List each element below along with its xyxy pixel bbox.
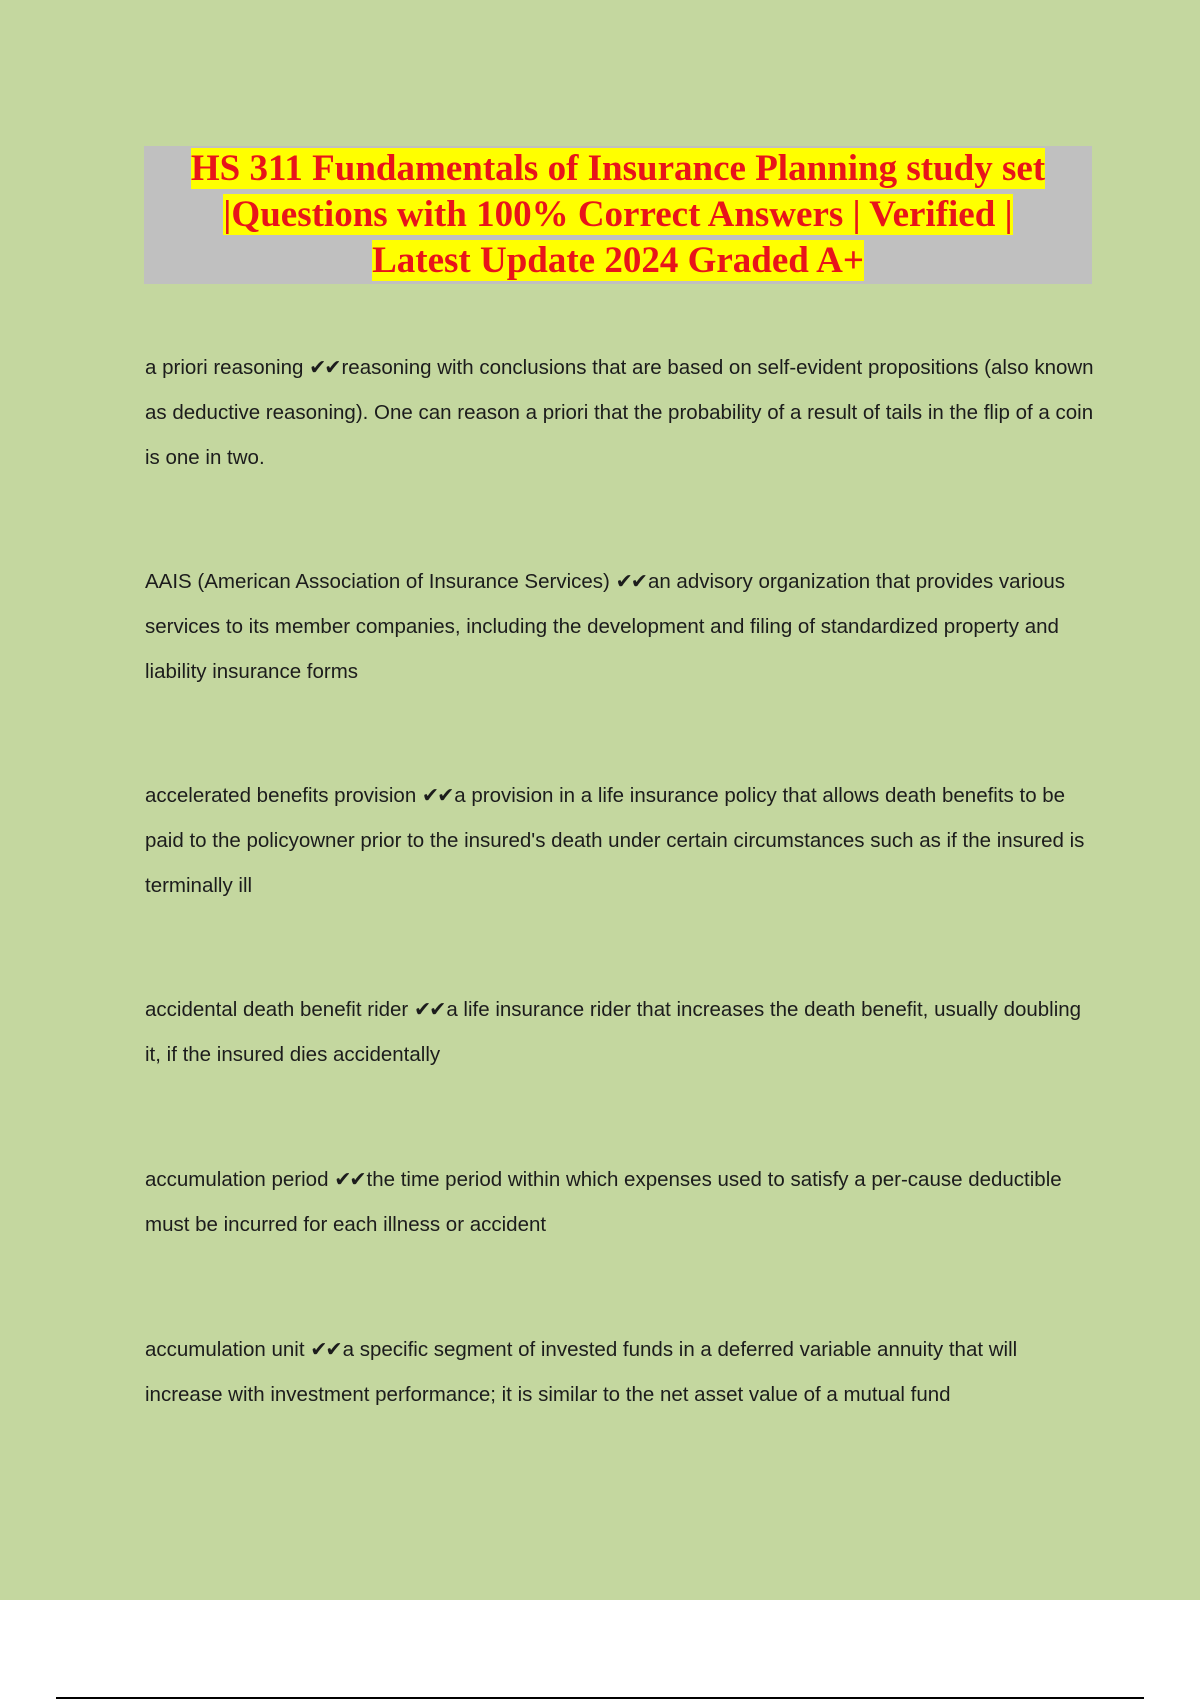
entry-definition: a life insurance rider that increases the death benefit, usually doubling it, if the insured dies accidentally [145, 998, 1082, 1066]
glossary-entry [145, 1327, 1095, 1417]
entry-definition: a provision in a life insurance policy that allows death benefits to be paid to the policyowner prior to the insured's death under certain circumstances such as if the insured is terminally ill [145, 784, 1085, 897]
title-line-3: Latest Update 2024 Graded A+ [372, 240, 864, 281]
entry-term: accelerated benefits provision [145, 784, 417, 807]
check-icon: ✔✔ [334, 1167, 365, 1191]
entry-definition: the time period within which expenses used to satisfy a per-cause deductible must be incurred for each illness or accident [145, 1168, 1062, 1236]
footer-divider [56, 1697, 1144, 1699]
entry-term: accumulation unit [145, 1338, 305, 1361]
check-icon: ✔✔ [310, 1337, 341, 1361]
entry-definition: an advisory organization that provides various services to its member companies, including the development and filing of standardized property and liability insurance forms [145, 570, 1066, 683]
check-icon: ✔✔ [421, 783, 453, 807]
check-icon: ✔✔ [309, 355, 340, 379]
entry-term: accidental death benefit rider [145, 998, 409, 1021]
glossary-entry [145, 773, 1095, 908]
entry-term: accumulation period [145, 1168, 329, 1191]
entry-definition: a specific segment of invested funds in a deferred variable annuity that will increase with investment performance; it is similar to the net asset value of a mutual fund [145, 1338, 1018, 1406]
glossary-entry [145, 559, 1095, 694]
glossary-entry [145, 1157, 1095, 1247]
check-icon: ✔✔ [413, 997, 445, 1021]
glossary-entry [145, 987, 1095, 1077]
entry-definition: reasoning with conclusions that are based on self-evident propositions (also known as deductive reasoning). One can reason a priori that the probability of a result of tails in the flip of a coin is one in two. [145, 356, 1094, 469]
title-line-1: HS 311 Fundamentals of Insurance Planning study set [190, 148, 1046, 189]
title-block [144, 146, 1092, 284]
document-title [144, 146, 1092, 284]
title-line-2: |Questions with 100% Correct Answers | Verified | [223, 194, 1013, 235]
glossary-entry [145, 345, 1095, 480]
check-icon: ✔✔ [615, 569, 646, 593]
entry-term: AAIS (American Association of Insurance Services) [145, 570, 610, 593]
entry-term: a priori reasoning [145, 356, 304, 379]
